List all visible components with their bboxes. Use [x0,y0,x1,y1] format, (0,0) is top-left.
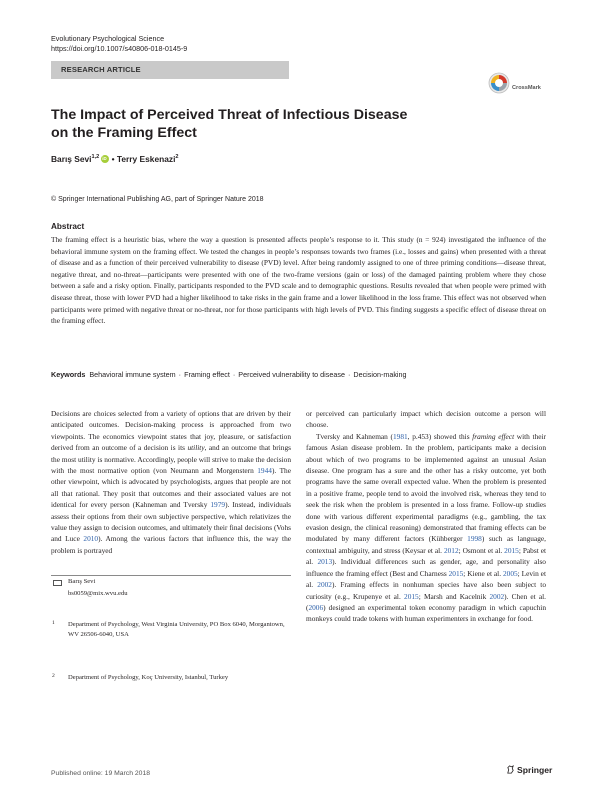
footnote-text: Department of Psychology, West Virginia University, PO Box 6040, Morgantown, WV 26506-6040, USA [68,621,285,639]
body-text: Decisions are choices selected from a variety of options that are driven by their anticipated outcomes. Decision-making process is approached from two viewpoints. The economics viewpoint states that joy, pleasure, or satisfaction derived from an outcome of a decision is its [51,409,291,453]
abstract-heading: Abstract [51,222,85,231]
body-text: ). Among the various factors that influence this, the way the problem is portrayed [51,534,292,555]
title-line-1: The Impact of Perceived Threat of Infectious Disease [51,107,408,123]
keyword-separator: · [347,370,351,379]
keywords-line [51,370,546,379]
body-text: ). Individual differences such as gender, age, and personality also influence the framing effect (Best and Charness [306,557,546,578]
body-text: ; Pabst et al. [306,545,546,567]
author-affiliation-marker: 2 [175,154,179,161]
footnote-text: Department of Psychology, Koç University, Istanbul, Turkey [68,674,229,681]
affiliation-footnote [52,620,293,640]
body-text: ). Instead, individuals assess their options from their own subjective perspective, which relativizes the value they assign to decision outcomes, and ultimately their final decisions (Vohs and Luce [51,500,291,544]
body-text: , and an outcome that brings the most utility is normative. Accordingly, people will strive to make the decision with the most normative option (von Neumann and Morgenstern [51,443,291,476]
doi-link[interactable]: https://doi.org/10.1007/s40806-018-0145-9 [51,44,188,53]
journal-name: Evolutionary Psychological Science [51,34,165,43]
body-column-right [306,408,546,625]
citation-link[interactable]: 2010 [83,534,99,544]
keyword: Behavioral immune system [89,370,176,379]
crossmark-badge[interactable] [488,72,548,98]
affiliation-footnote [52,673,293,683]
publisher-name: Springer [517,765,553,775]
body-text: Tversky and Kahneman ( [316,431,393,441]
author-list [51,154,179,164]
footnote-number: 2 [52,673,55,679]
citation-link[interactable]: 2015 [448,568,464,578]
citation-link[interactable]: 2002 [489,591,505,601]
body-text: ). The other viewpoint, which is advocated by psychologists, argues that people are not all that rational. They posit that outcomes and their associated values are not identical for every person (Kahneman and Tversky [51,466,291,510]
citation-link[interactable]: 2012 [443,545,459,555]
body-text: ) such as language, contextual ambiguity, and stress (Keysar et al. [306,534,547,555]
keyword-separator: · [232,370,236,379]
body-text: ; Kiene et al. [463,568,503,578]
published-date: Published online: 19 March 2018 [51,770,150,777]
body-text: ). Framing effects in nonhuman species have also been subject to curiosity (e.g., Krupenye et al. [306,580,546,601]
corresponding-author-name: Barış Sevi [68,578,96,585]
author-name[interactable]: Barış Sevi [51,154,92,164]
body-text: with their famous Asian disease problem. In the problem, participants make a decision about which of two programs to be implemented against an unusual Asian disease. One program has a sure and the other has a risky outcome, yet both programs have the same overall expected value. When the problem is presented in a positive frame, people tend to avoid the involved risk, whereas they tend to seek the risk when the problem is presented in a loss frame. Follow-up studies done with various different experimental paradigms (e.g., gambling, the tax evasion design, the clinical reasoning) demonstrated that framing effects can be modulated by many different factors (Kühberger [306,431,546,544]
body-column-left [51,408,291,556]
keywords-label: Keywords [51,370,86,379]
emphasized-term: utility [187,443,205,453]
envelope-icon [53,580,62,586]
body-text: ; Marsh and Kacelnik [418,591,490,601]
citation-link[interactable]: 1981 [392,431,408,441]
author-affiliation-marker: 1,2 [91,154,100,161]
keyword-separator: · [178,370,182,379]
citation-link[interactable]: 2015 [504,545,519,555]
citation-link[interactable]: 1979 [210,500,226,510]
body-text: ; Levin et al. [306,568,546,590]
citation-link[interactable]: 2006 [308,602,324,612]
body-text: , p.453) showed this [407,431,473,441]
citation-link[interactable]: 2002 [317,580,332,590]
abstract-body: The framing effect is a heuristic bias, where the way a question is presented affects people’s response to it. This study (n = 924) investigated the influence of the behavioral immune system on the framing effect. We tested the changes in people’s responses towards two frames (i.e., losses and gains) when presented with a threat of disease and as a function of their perceived vulnerability to disease (PVD) level. After being randomly assigned to one of three priming conditions—disease threat, negative threat, and no-threat—participants were presented with one of the two-frame versions (gain or loss) of the damaged painting problem where they chose between a safe and a risky option. Finally, participants responded to the PVD scale and to demographic questions. Results revealed that when people were primed with disease threat, those with lower PVD had a higher likelihood to take risks in the gain frame and a lower likelihood in the loss frame. This effect was not observed when participants were primed with negative threat or no-threat, nor for those participants with high levels of PVD. This finding suggests a specific effect of disease threat on the framing effect. [51,235,546,326]
keyword: Framing effect [184,370,230,379]
body-paragraph: or perceived can particularly impact which decision outcome a person will choose. [306,409,546,430]
publisher-logo [506,765,552,775]
keyword: Perceived vulnerability to disease [238,370,345,379]
body-text: ). Chen et al. ( [306,591,546,612]
body-paragraph [306,431,546,625]
body-text: ; Osmont et al. [458,545,505,555]
citation-link[interactable]: 1944 [257,466,272,476]
section-label: RESEARCH ARTICLE [61,65,141,74]
springer-horse-icon [506,765,515,774]
keyword: Decision-making [353,370,407,379]
emphasized-term: framing effect [472,431,515,441]
crossmark-icon [488,72,510,98]
citation-link[interactable]: 2013 [317,557,333,567]
corresponding-author-email[interactable]: bs0059@mix.wvu.edu [68,590,128,597]
footnote-divider [51,575,291,576]
article-title [51,106,411,142]
title-line-2: on the Framing Effect [51,125,197,141]
author-separator: • [109,154,117,164]
author-name[interactable]: Terry Eskenazi [116,154,176,164]
citation-link[interactable]: 1998 [467,534,482,544]
footnote-number: 1 [52,620,55,626]
body-paragraph [51,408,291,556]
citation-link[interactable]: 2005 [502,568,518,578]
citation-link[interactable]: 2015 [404,591,419,601]
copyright-notice: © Springer International Publishing AG, part of Springer Nature 2018 [51,196,264,203]
crossmark-label: CrossMark [512,85,541,91]
body-text: ) designed an experimental token economy paradigm in which capuchin monkeys could trade tokens with human experimenters in exchange for food. [306,602,546,624]
